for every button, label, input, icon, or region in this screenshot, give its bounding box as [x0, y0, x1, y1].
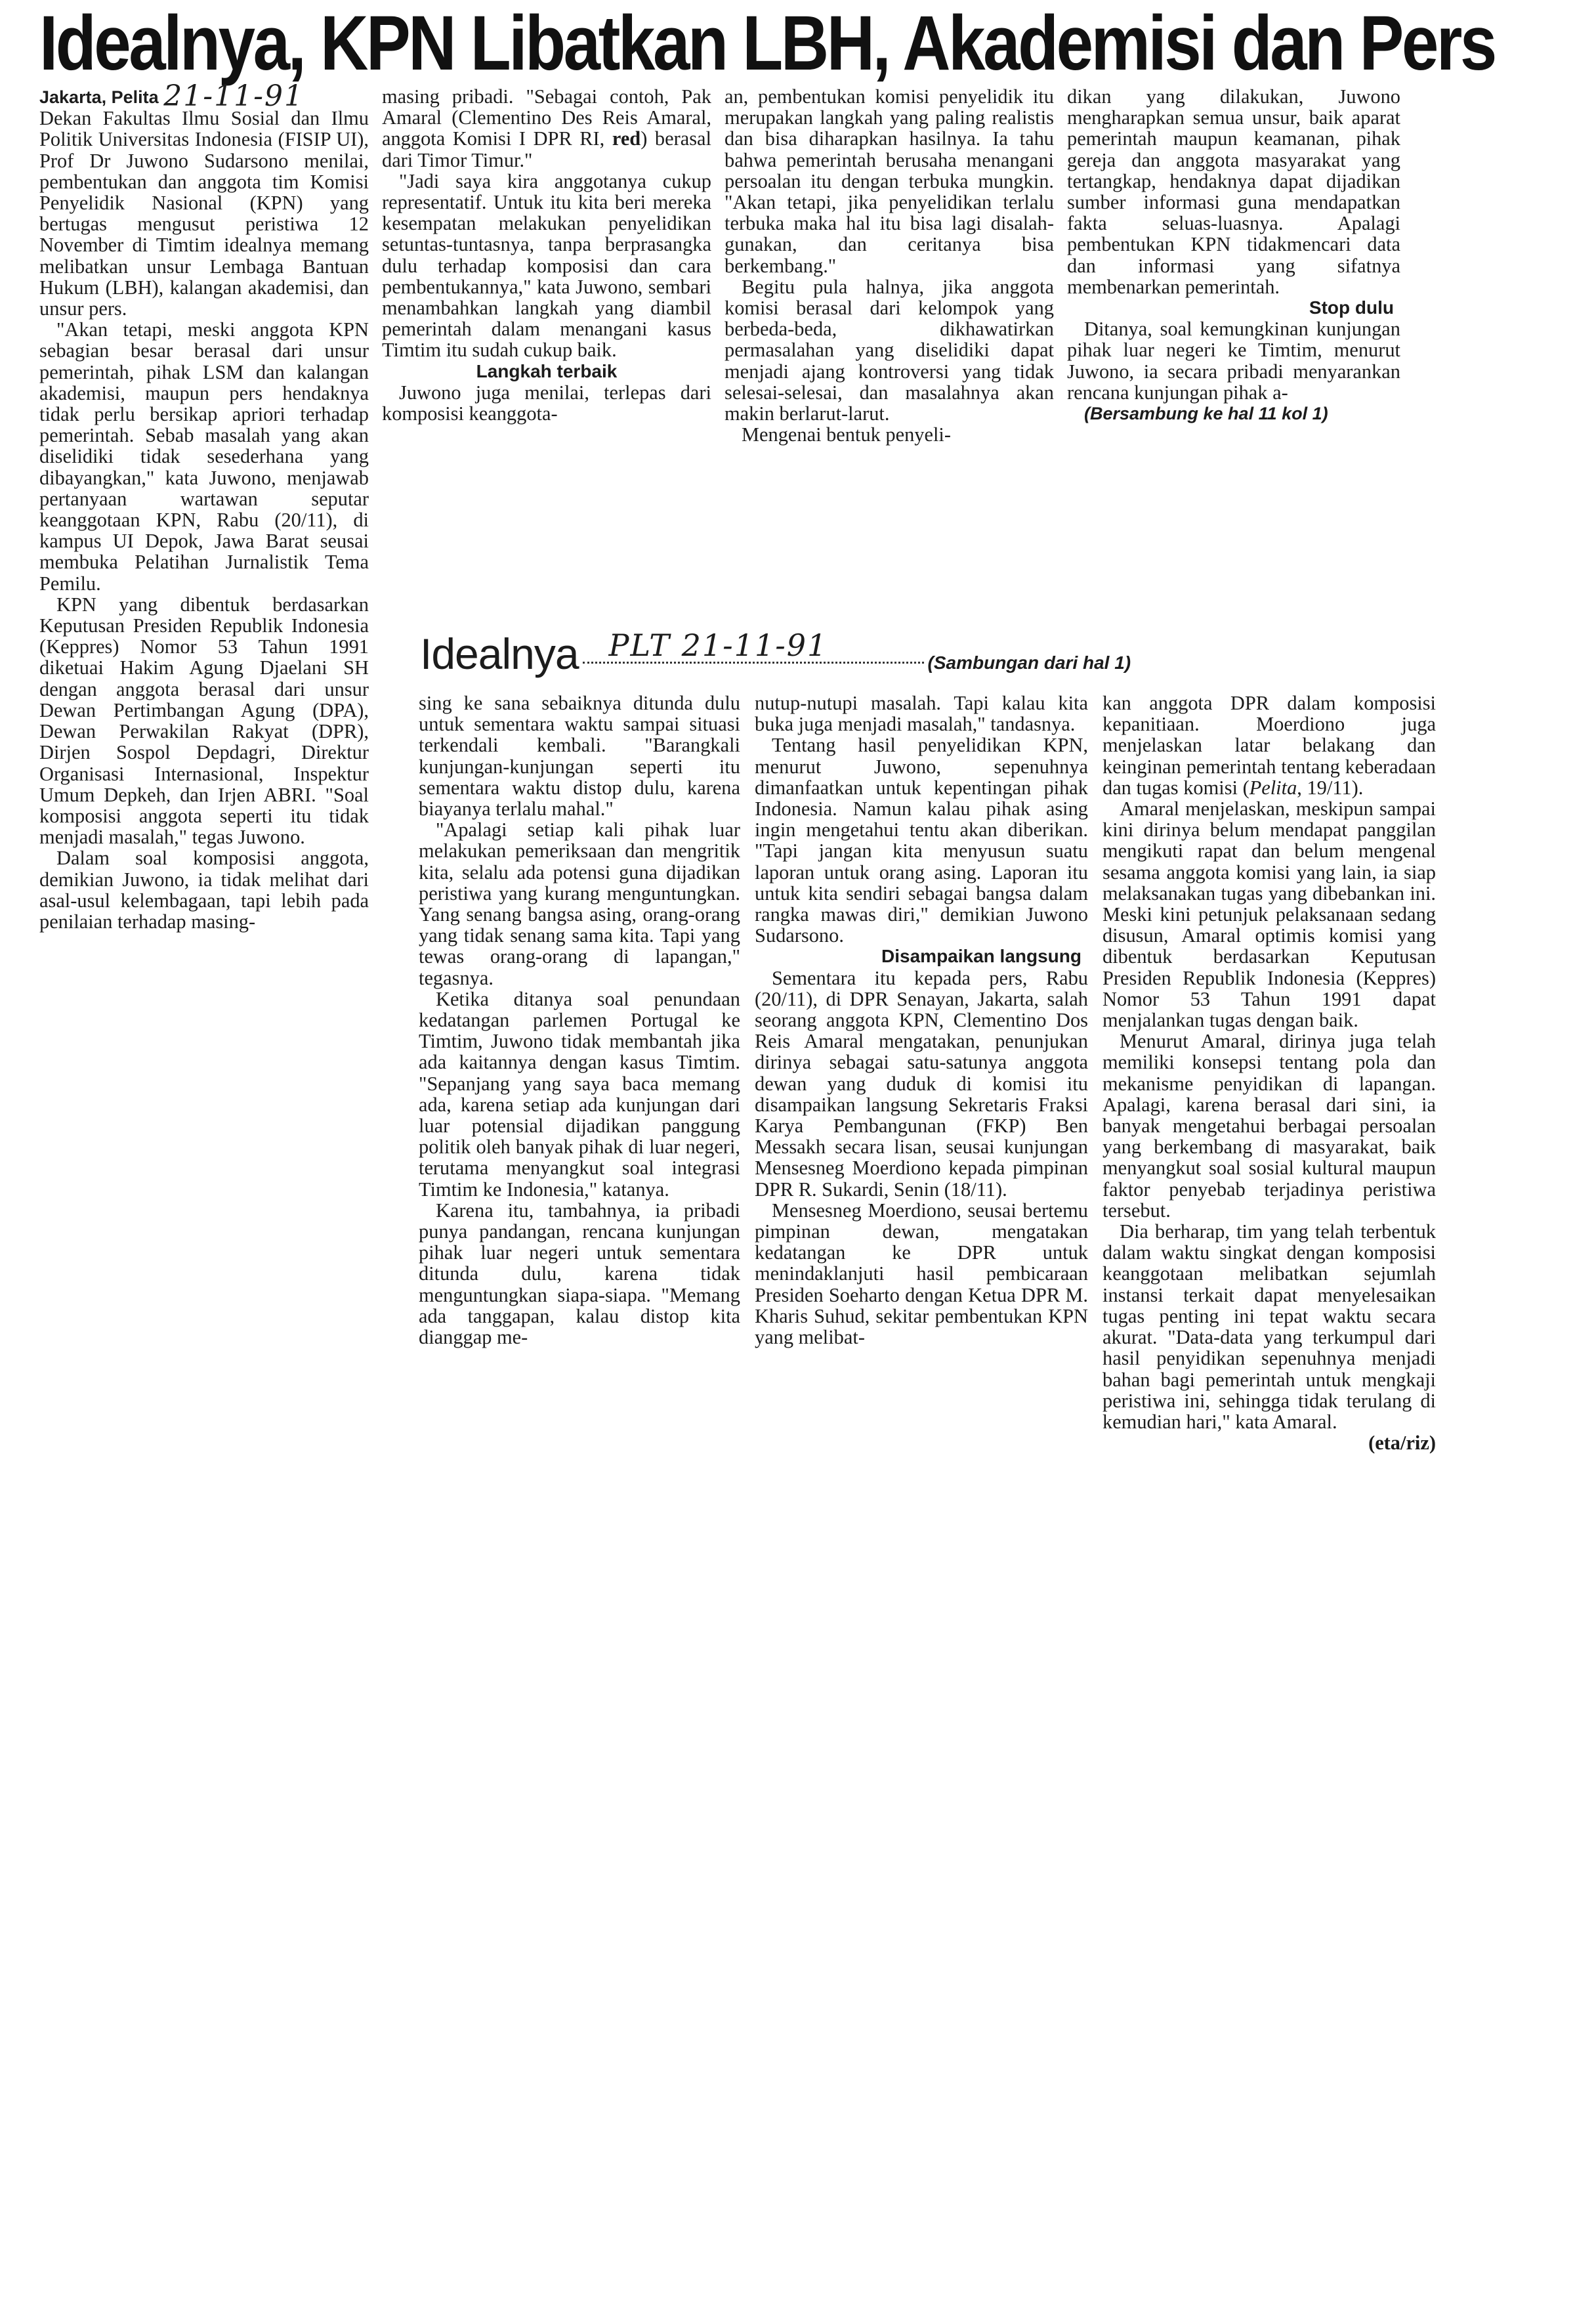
subheading-stop: Stop dulu	[1309, 297, 1394, 318]
col7-text: kan anggota DPR dalam komposisi kepanitiaan. Moerdiono juga menjelaskan latar belakang dan keinginan pemerintah tentang keberadaan dan tugas komisi (	[1102, 692, 1436, 799]
col5-paragraph: Karena itu, tambahnya, ia pribadi punya pandangan, rencana kunjungan pihak luar negeri untuk sementara ditunda dulu, karena tidak menguntungkan siapa-siapa. "Memang ada tanggapan, kalau distop kita dianggap me-	[419, 1199, 740, 1349]
continued-note: (Bersambung ke hal 11 kol 1)	[1084, 404, 1328, 424]
column-7	[1102, 693, 1436, 1453]
subheading-disampaikan: Disampaikan langsung	[881, 946, 1082, 967]
col1-paragraph: KPN yang dibentuk berdasarkan Keputusan Presiden Republik Indonesia (Keppres) Nomor 53 Tahun 1991 diketuai Hakim Agung Djaelani SH dengan anggota berasal dari unsur Dewan Pertimbangan Agung (DPA), Dewan Perwakilan Rakyat (DPR), Dirjen Sospol Depdagri, Direktur Organisasi Internasional, Inspektur Umum Depkeh, dan Irjen ABRI. "Soal komposisi anggota seperti itu tidak menjadi masalah," tegas Juwono.	[39, 593, 369, 849]
column-3	[724, 86, 1054, 445]
handwritten-date-2: PLT 21-11-91	[608, 628, 828, 663]
subheading-langkah: Langkah terbaik	[476, 360, 618, 381]
col6-paragraph: Mensesneg Moerdiono, seusai bertemu pimpinan dewan, mengatakan kedatangan ke DPR untuk menindaklanjuti hasil pembicaraan Presiden Soeharto dengan Ketua DPR M. Kharis Suhud, sekitar pembentukan KPN yang melibat-	[755, 1199, 1088, 1349]
col4-paragraph: dikan yang dilakukan, Juwono mengharapkan semua unsur, baik aparat pemerintah maupun keamanan, pihak gereja dan anggota masyarakat yang tertangkap, hendaknya dapat dijadikan sumber informasi guna mendapatkan fakta seluas-luasnya. Apalagi pembentukan KPN tidakmencari data dan informasi yang sifatnya membenarkan pemerintah.	[1067, 85, 1400, 298]
col3-paragraph: an, pembentukan komisi penyelidik itu merupakan langkah yang paling realistis dan bisa diharapkan hasilnya. Ia tahu bahwa pemerintah berusaha menangani persoalan itu dengan terbuka mungkin. "Akan tetapi, jika penyelidikan terlalu terbuka maka hal itu bisa lagi disalah-gunakan, dan ceritanya bisa berkembang."	[724, 85, 1054, 277]
column-5	[419, 693, 740, 1348]
col2-text: ) berasal dari Timor Timur."	[382, 127, 711, 171]
col5-paragraph: sing ke sana sebaiknya ditunda dulu untuk sementara waktu sampai situasi terkendali kembali. "Barangkali kunjungan-kunjungan seperti itu sementara waktu distop dulu, karena biayanya terlalu mahal."	[419, 692, 740, 821]
col1-paragraph: Dekan Fakultas Ilmu Sosial dan Ilmu Politik Universitas Indonesia (FISIP UI), Prof Dr Juwono Sudarsono menilai, pembentukan dan anggota tim Komisi Penyelidik Nasional (KPN) yang bertugas mengusut peristiwa 12 November di Timtim idealnya memang melibatkan unsur Lembaga Bantuan Hukum (LBH), kalangan akademisi, dan unsur pers.	[39, 107, 369, 320]
col3-paragraph: Mengenai bentuk penyeli-	[742, 423, 951, 446]
byline-line	[1102, 1432, 1436, 1453]
headline: Idealnya, KPN Libatkan LBH, Akademisi dan Pers	[39, 0, 1495, 87]
col6-paragraph: Sementara itu kepada pers, Rabu (20/11), di DPR Senayan, Jakarta, salah seorang anggota KPN, Clementino Dos Reis Amaral mengatakan, penunjukan dirinya sebagai satu-satunya anggota dewan yang duduk di komisi itu disampaikan langsung Sekretaris Fraksi Karya Pembangunan (FKP) Ben Messakh secara lisan, seusai kunjungan Mensesneg Moerdiono kepada pimpinan DPR R. Sukardi, Senin (18/11).	[755, 966, 1088, 1201]
continuation-source: (Sambungan dari hal 1)	[927, 652, 1131, 673]
col2-paragraph: Juwono juga menilai, terlepas dari komposisi keanggota-	[382, 381, 711, 425]
col3-paragraph: Begitu pula halnya, jika anggota komisi berasal dari kelompok yang berbeda-beda, dikhawatirkan permasalahan yang diselidiki dapat menjadi ajang kontroversi yang tidak selesai-selesai, dan masalahnya akan makin berlarut-larut.	[724, 275, 1054, 425]
col2-paragraph	[382, 86, 711, 171]
column-6	[755, 693, 1088, 1348]
col2-text: masing pribadi. "Sebagai contoh, Pak Amaral (Clementino Des Reis Amaral, anggota Komisi I DPR RI,	[382, 85, 711, 150]
col1-paragraph: Dalam soal komposisi anggota, demikian Juwono, ia tidak melihat dari asal-usul kelembagaan, tapi lebih pada penilaian terhadap masing-	[39, 847, 369, 933]
col6-paragraph: nutup-nutupi masalah. Tapi kalau kita buka juga menjadi masalah," tandasnya.	[755, 692, 1088, 736]
column-2	[382, 86, 711, 424]
col2-paragraph: "Jadi saya kira anggotanya cukup representatif. Untuk itu kita beri mereka kesempatan melakukan penyelidikan setuntas-tuntasnya, tanpa berprasangka dulu terhadap komposisi dan cara pembentukannya," kata Juwono, sembari menambahkan langkah yang diambil pemerintah dalam menangani kasus Timtim itu sudah cukup baik.	[382, 169, 711, 362]
dateline: Jakarta, Pelita	[39, 87, 159, 107]
col7-paragraph: Amaral menjelaskan, meskipun sampai kini dirinya belum mendapat panggilan mengikuti rapat dan belum mengenal sesama anggota komisi yang lain, ia siap melaksanakan tugas yang dibebankan ini. Meski kini petunjuk pelaksanaan sedang disusun, Amaral optimis komisi yang dibentuk berdasarkan Keputusan Presiden Republik Indonesia (Keppres) Nomor 53 Tahun 1991 dapat menjalankan tugas dengan baik.	[1102, 798, 1436, 1032]
col5-paragraph: Ketika ditanya soal penundaan kedatangan parlemen Portugal ke Timtim, Juwono tidak membantah jika ada kaitannya dengan kasus Timtim. "Sepanjang yang saya baca memang ada, karena setiap ada kunjungan dari luar potensial dijadikan panggung politik oleh banyak pihak di luar negeri, terutama menyangkut soal integrasi Timtim ke Indonesia," katanya.	[419, 987, 740, 1201]
handwritten-date: 21-11-91	[163, 79, 304, 113]
dotted-leader	[583, 628, 924, 664]
col7-paragraph: Dia berharap, tim yang telah terbentuk dalam waktu singkat dengan komposisi keanggotaan melibatkan sejumlah instansi terkait dapat menyelesaikan tugas penting ini tepat waktu secara akurat. "Data-data yang terkumpul dari hasil penyidikan sepenuhnya menjadi bahan bagi pemerintah untuk mengkaji peristiwa ini, sehingga tidak terulang di kemudian hari," kata Amaral.	[1102, 1220, 1436, 1433]
col1-paragraph: "Akan tetapi, meski anggota KPN sebagian besar berasal dari unsur pemerintah, pihak LSM dan kalangan akademisi, maupun pers hendaknya tidak perlu bersikap apriori terhadap pemerintah. Sebab masalah yang akan diselidiki tidak sesederhana yang dibayangkan," kata Juwono, menjawab pertanyaan wartawan seputar keanggotaan KPN, Rabu (20/11), di kampus UI Depok, Jawa Barat seusai membuka Pelatihan Jurnalistik Tema Pemilu.	[39, 318, 369, 595]
col7-paragraph	[1102, 693, 1436, 798]
col6-paragraph: Tentang hasil penyelidikan KPN, menurut Juwono, sepenuhnya dimanfaatkan untuk kepentingan pihak Indonesia. Namun kalau pihak asing ingin mengetahui tentu akan diberikan. "Tapi jangan kita menyusun suatu laporan untuk orang asing. Laporan itu untuk kita sendiri sebagai bangsa dalam rangka mawas diri," demikian Juwono Sudarsono.	[755, 734, 1088, 947]
column-4	[1067, 86, 1400, 424]
dateline-paragraph	[39, 79, 369, 113]
continuation-title: Idealnya	[420, 629, 579, 678]
col7-source: Pelita	[1249, 776, 1297, 799]
col5-paragraph: "Apalagi setiap kali pihak luar melakukan pemeriksaan dan mengritik kita, selalu ada potensi guna dijadikan peristiwa yang kurang menguntungkan. Yang senang bangsa asing, orang-orang yang tidak senang sama kita. Tapi yang tewas orang-orang di lapangan," tegasnya.	[419, 819, 740, 989]
col2-red: red	[612, 127, 641, 150]
byline: (eta/riz)	[1368, 1432, 1436, 1455]
col4-paragraph: Ditanya, soal kemungkinan kunjungan pihak luar negeri ke Timtim, menurut Juwono, ia secara pribadi menyarankan rencana kunjungan pihak a-	[1067, 318, 1400, 404]
col7-paragraph: Menurut Amaral, dirinya juga telah memiliki konsepsi tentang pola dan mekanisme penyidikan di lapangan. Apalagi, karena berasal dari sini, ia banyak mengetahui berbagai persoalan yang berkembang di masyarakat, baik menyangkut soal sosial kultural maupun faktor penyebab terjadinya peristiwa tersebut.	[1102, 1030, 1436, 1222]
continuation-header	[420, 629, 1273, 681]
col7-text: , 19/11).	[1297, 776, 1364, 799]
column-1	[39, 79, 369, 933]
